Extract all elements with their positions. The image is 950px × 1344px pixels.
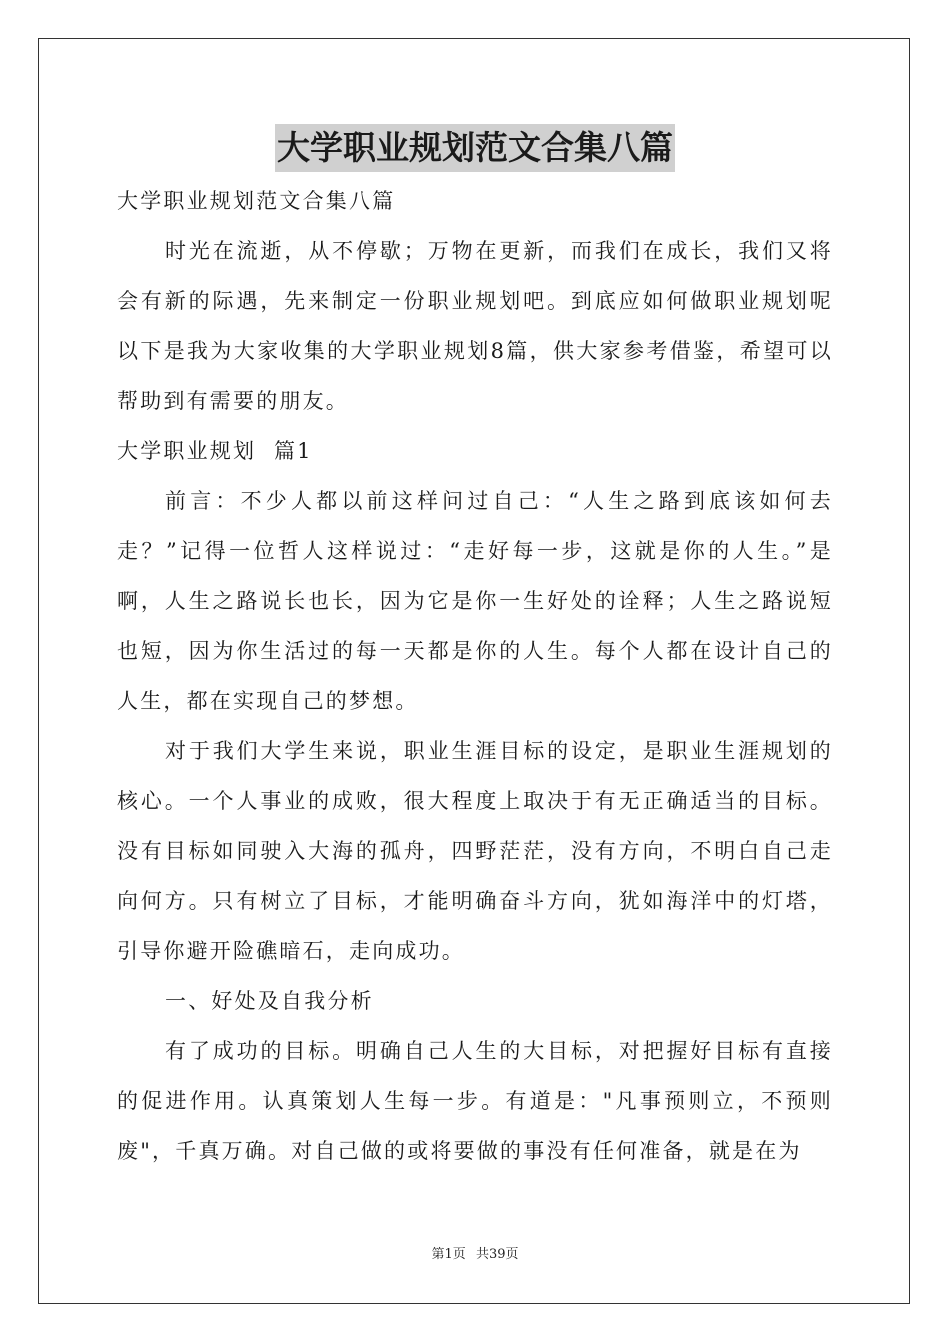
paragraph: 大学职业规划范文合集八篇 bbox=[117, 189, 396, 213]
paragraph: 时光在流逝，从不停歇；万物在更新，而我们在成长，我们又将会有新的际遇，先来制定一份职业规划吧。到底应如何做职业规划呢以下是我为大家收集的大学职业规划8篇，供大家参考借鉴，希望可以帮助到有需要的朋友。 bbox=[117, 239, 833, 413]
page-number: 第1页 bbox=[431, 1247, 466, 1262]
paragraph: 前言：不少人都以前这样问过自己：“人生之路到底该如何去走？”记得一位哲人这样说过：“走好每一步，这就是你的人生。”是啊，人生之路说长也长，因为它是你一生好处的诠释；人生之路说短也短，因为你生活过的每一天都是你的人生。每个人都在设计自己的人生，都在实现自己的梦想。 bbox=[117, 489, 833, 713]
page-total: 共39页 bbox=[475, 1247, 519, 1262]
document-title: 大学职业规划范文合集八篇 bbox=[275, 124, 675, 172]
title-container bbox=[0, 124, 950, 172]
page-footer bbox=[0, 1246, 950, 1264]
paragraph: 对于我们大学生来说，职业生涯目标的设定，是职业生涯规划的核心。一个人事业的成败，很大程度上取决于有无正确适当的目标。没有目标如同驶入大海的孤舟，四野茫茫，没有方向，不明白自己走向何方。只有树立了目标，才能明确奋斗方向，犹如海洋中的灯塔，引导你避开险礁暗石，走向成功。 bbox=[117, 739, 833, 963]
document-body bbox=[117, 176, 833, 1176]
subsection-heading: 一、好处及自我分析 bbox=[165, 989, 374, 1013]
section-heading: 大学职业规划 篇1 bbox=[117, 439, 313, 463]
paragraph: 有了成功的目标。明确自己人生的大目标，对把握好目标有直接的促进作用。认真策划人生每一步。有道是："凡事预则立，不预则废"，千真万确。对自己做的或将要做的事没有任何准备，就是在为 bbox=[117, 1039, 833, 1163]
